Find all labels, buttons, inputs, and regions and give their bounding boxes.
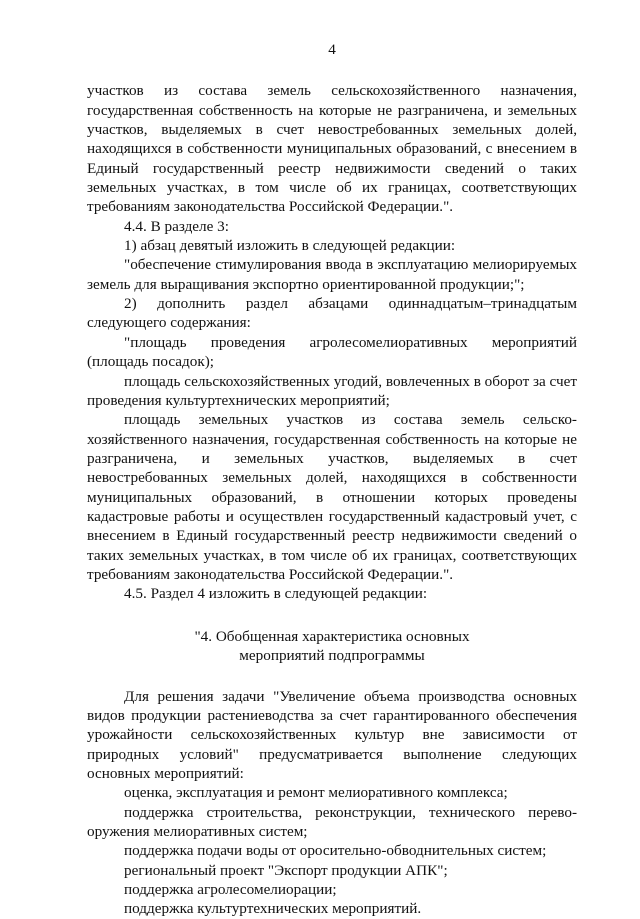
paragraph-land-plots-area: площадь земельных участков из состава земель сельско-хозяйственного назначения, государственная собственность на которые не разграничена, и земельных участков, выделяемых в счет невостребованных земельных долей, находящихся в собственности муниципальных образований, в отношении которых проведены кадастровые работы и осуществлен государственный кадастровый учет, с внесением в Единый государственный реестр недвижимости сведений о таких земельных участках, в том числе об их границах, соответствующих требованиям законодательства Российской Федерации.".: [87, 411, 577, 583]
list-item-cultural-technical: поддержка культуртехнических мероприятий.: [124, 900, 422, 918]
paragraph-task-description: Для решения задачи "Увеличение объема производства основных видов продукции растениеводства за счет гарантированного обеспечения урожайности сельскохозяйственных культур вне зависимости от природных условий" предусматривается выполнение следующих основных мероприятий:: [87, 687, 577, 782]
paragraph-item-4-5: 4.5. Раздел 4 изложить в следующей редакции:: [124, 585, 428, 603]
document-page: [87, 40, 577, 919]
list-item-agroforestry: поддержка агролесомелиорации;: [124, 881, 337, 899]
list-item-export-project: региональный проект "Экспорт продукции АПК";: [124, 861, 448, 879]
paragraph-subitem-2: 2) дополнить раздел абзацами одиннадцатым–тринадцатым следующего содержания:: [87, 295, 577, 332]
section-heading-line-2: мероприятий подпрограммы: [239, 647, 425, 665]
page-number: 4: [328, 41, 336, 58]
paragraph-land-plots-continuation: участков из состава земель сельскохозяйственного назначения, государственная собственность на которые не разграничена, и земельных участков, выделяемых в счет невостребованных земельных долей, находящихся в собственности муниципальных образований, с внесением в Единый государственный реестр недвижимости сведений о таких земельных участках, в том числе об их границах, соответствующих требованиям законодательства Российской Федерации.".: [87, 82, 577, 216]
list-item-construction-support: поддержка строительства, реконструкции, технического перево-оружения мелиоративных систем;: [87, 803, 577, 841]
list-item-water-supply: поддержка подачи воды от оросительно-обводнительных систем;: [124, 842, 547, 860]
paragraph-item-4-4: 4.4. В разделе 3:: [124, 217, 229, 235]
section-heading-line-1: "4. Обобщенная характеристика основных: [194, 627, 470, 645]
paragraph-agricultural-land-area: площадь сельскохозяйственных угодий, вовлеченных в оборот за счет проведения культуртехнических мероприятий;: [87, 372, 577, 409]
paragraph-subitem-1: 1) абзац девятый изложить в следующей редакции:: [124, 237, 456, 255]
paragraph-quoted-stimulation: "обеспечение стимулирования ввода в эксплуатацию мелиорируемых земель для выращивания экспортно ориентированной продукции;";: [87, 256, 577, 293]
list-item-assessment: оценка, эксплуатация и ремонт мелиоративного комплекса;: [124, 784, 508, 802]
paragraph-agroforestry-area: "площадь проведения агролесомелиоративных мероприятий (площадь посадок);: [87, 333, 577, 371]
section-heading: [87, 627, 577, 666]
